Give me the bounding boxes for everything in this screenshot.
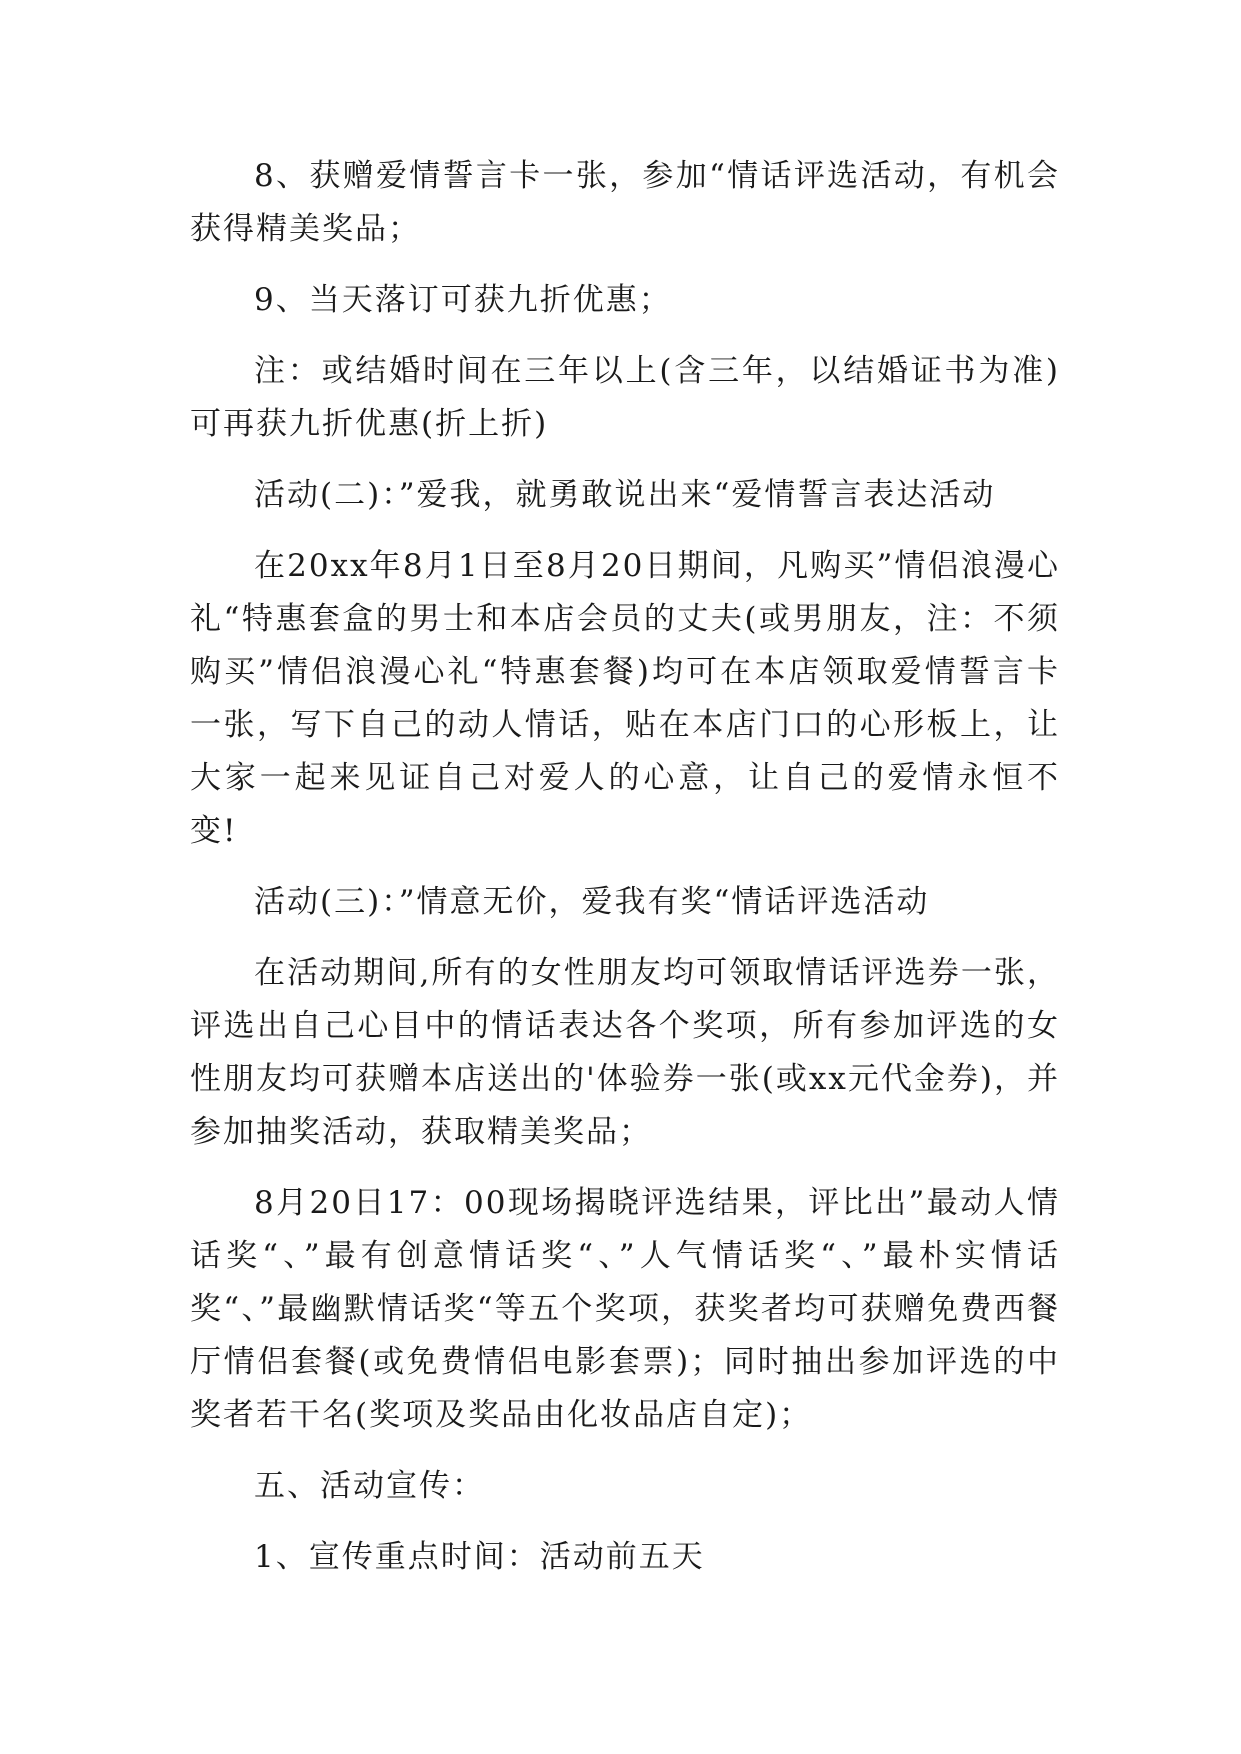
paragraph-item-9: 9、当天落订可获九折优惠； [254, 282, 672, 318]
paragraph-activity-3-body: 在活动期间,所有的女性朋友均可领取情话评选券一张，评选出自己心目中的情话表达各个奖项，所有参加评选的女性朋友均可获赠本店送出的'体验券一张(或xx元代金券)，并参加抽奖活动，获取精美奖品； [190, 955, 1060, 1150]
paragraph-activity-2-heading: 活动(二)：”爱我，就勇敢说出来“爱情誓言表达活动 [254, 477, 996, 513]
paragraph-note: 注：或结婚时间在三年以上(含三年，以结婚证书为准)可再获九折优惠(折上折) [190, 353, 1060, 442]
paragraph-award-results: 8月20日17：00现场揭晓评选结果，评比出”最动人情话奖“、”最有创意情话奖“、”人气情话奖“、”最朴实情话奖“、”最幽默情话奖“等五个奖项，获奖者均可获赠免费西餐厅情侣套餐(或免费情侣电影套票)；同时抽出参加评选的中奖者若干名(奖项及奖品由化妆品店自定)； [190, 1185, 1060, 1433]
document-body [190, 150, 1060, 1602]
paragraph-promotion-time: 1、宣传重点时间：活动前五天 [254, 1539, 705, 1575]
paragraph-activity-3-heading: 活动(三)：”情意无价，爱我有奖“情话评选活动 [254, 884, 930, 920]
paragraph-item-8: 8、获赠爱情誓言卡一张，参加“情话评选活动，有机会获得精美奖品； [190, 158, 1060, 247]
paragraph-activity-2-body: 在20xx年8月1日至8月20日期间，凡购买”情侣浪漫心礼“特惠套盒的男士和本店会员的丈夫(或男朋友，注：不须购买”情侣浪漫心礼“特惠套餐)均可在本店领取爱情誓言卡一张，写下自己的动人情话，贴在本店门口的心形板上，让大家一起来见证自己对爱人的心意，让自己的爱情永恒不变! [190, 548, 1060, 849]
section-heading-promotion: 五、活动宣传： [254, 1468, 485, 1504]
